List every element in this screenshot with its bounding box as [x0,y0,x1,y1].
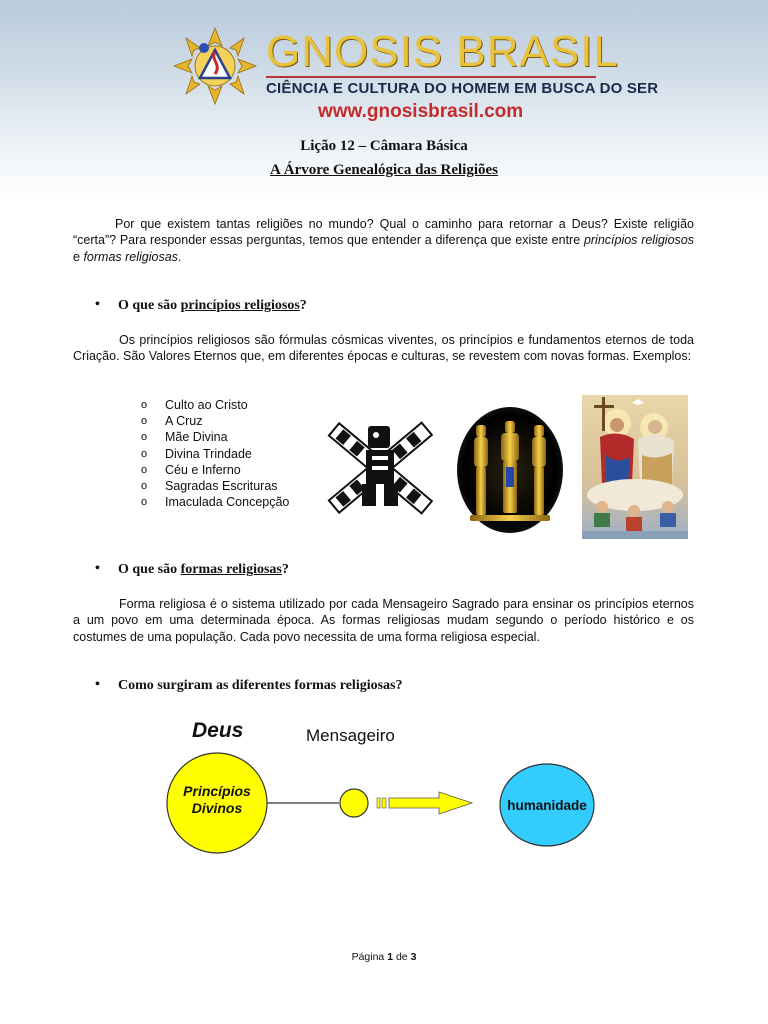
bullet-dot: • [95,677,100,692]
religion-diagram [150,710,630,860]
section1-heading-suffix: ? [299,298,307,313]
brand-title: GNOSIS BRASIL [266,27,619,76]
section3-heading-text: Como surgiram as diferentes formas religiosas? [118,678,403,693]
bullet-dot: • [95,561,100,576]
list-item: o A Cruz [141,414,203,429]
intro-paragraph [73,216,694,265]
mensageiro-circle [340,789,368,817]
section1-heading-prefix: O que são [118,298,181,313]
examples-list [141,397,289,510]
list-item: o Mãe Divina [141,430,228,445]
section2-heading-prefix: O que são [118,562,181,577]
intro-end: . [177,249,182,264]
list-item: o Culto ao Cristo [141,398,248,412]
trinity-painting-image [582,395,688,539]
section2-body-text: Forma religiosa é o sistema utilizado por cada Mensageiro Sagrado para ensinar os princípios eternos a um povo em uma determinada época. As formas religiosas mudam segundo o período histórico e os costumes de uma população. Cada povo necessita de uma forma religiosa especial. [73,597,694,644]
diagram-mensageiro-label: Mensageiro [306,726,395,745]
section1-body [73,332,694,365]
diagram-principios-line2: Divinos [191,800,243,816]
lesson-title-main: Câmara Básica [369,138,468,154]
list-item: o Imaculada Concepção [141,495,290,510]
arrow-right-icon [377,792,472,814]
brand-divider [266,76,596,78]
intro-text: Por que existem tantas religiões no mundo? Qual o caminho para retornar a Deus? Existe religião “certa”? Para responder essas perguntas, temos que entender a diferença que existe entre [73,217,694,248]
footer-page-num: 1 [387,951,394,963]
section2-body [73,596,694,645]
lesson-subtitle [0,162,768,179]
golden-figures-image [456,405,564,535]
diagram-deus-label: Deus [192,719,244,742]
list-item: o Divina Trindade [141,446,252,461]
diagram-humanidade-label: humanidade [507,798,587,813]
section2-heading-suffix: ? [281,562,289,577]
section1-heading-term: princípios religiosos [180,298,300,313]
lesson-subtitle-text: A Árvore Genealógica das Religiões [269,162,499,178]
list-item: o Céu e Inferno [141,462,241,477]
diagram-principios-line1: Princípios [183,783,251,799]
footer-of: de [393,951,411,963]
intro-term-formas: formas religiosas [83,249,178,264]
footer-total: 3 [410,951,417,963]
lesson-title-prefix: Lição 12 – [300,138,370,154]
codex-cross-figure-image [318,416,443,521]
brand-url-link[interactable]: www.gnosisbrasil.com [318,101,524,122]
footer-page-label: Página [351,951,388,963]
lesson-title [0,138,768,155]
brand-tagline: CIÊNCIA E CULTURA DO HOMEM EM BUSCA DO SER [266,80,659,97]
bullet-dot: • [95,297,100,312]
intro-term-principios: princípios religiosos [583,233,694,248]
gnosis-logo-icon [170,26,260,106]
section2-heading-term: formas religiosas [180,562,282,577]
section1-body-text: Os princípios religiosos são fórmulas cósmicas viventes, os princípios e fundamentos eternos de toda Criação. São Valores Eternos que, em diferentes épocas e culturas, se revestem com novas formas. Exemplos: [73,333,694,364]
page-footer [0,951,768,963]
intro-joiner: e [73,249,84,264]
list-item: o Sagradas Escrituras [141,479,278,494]
